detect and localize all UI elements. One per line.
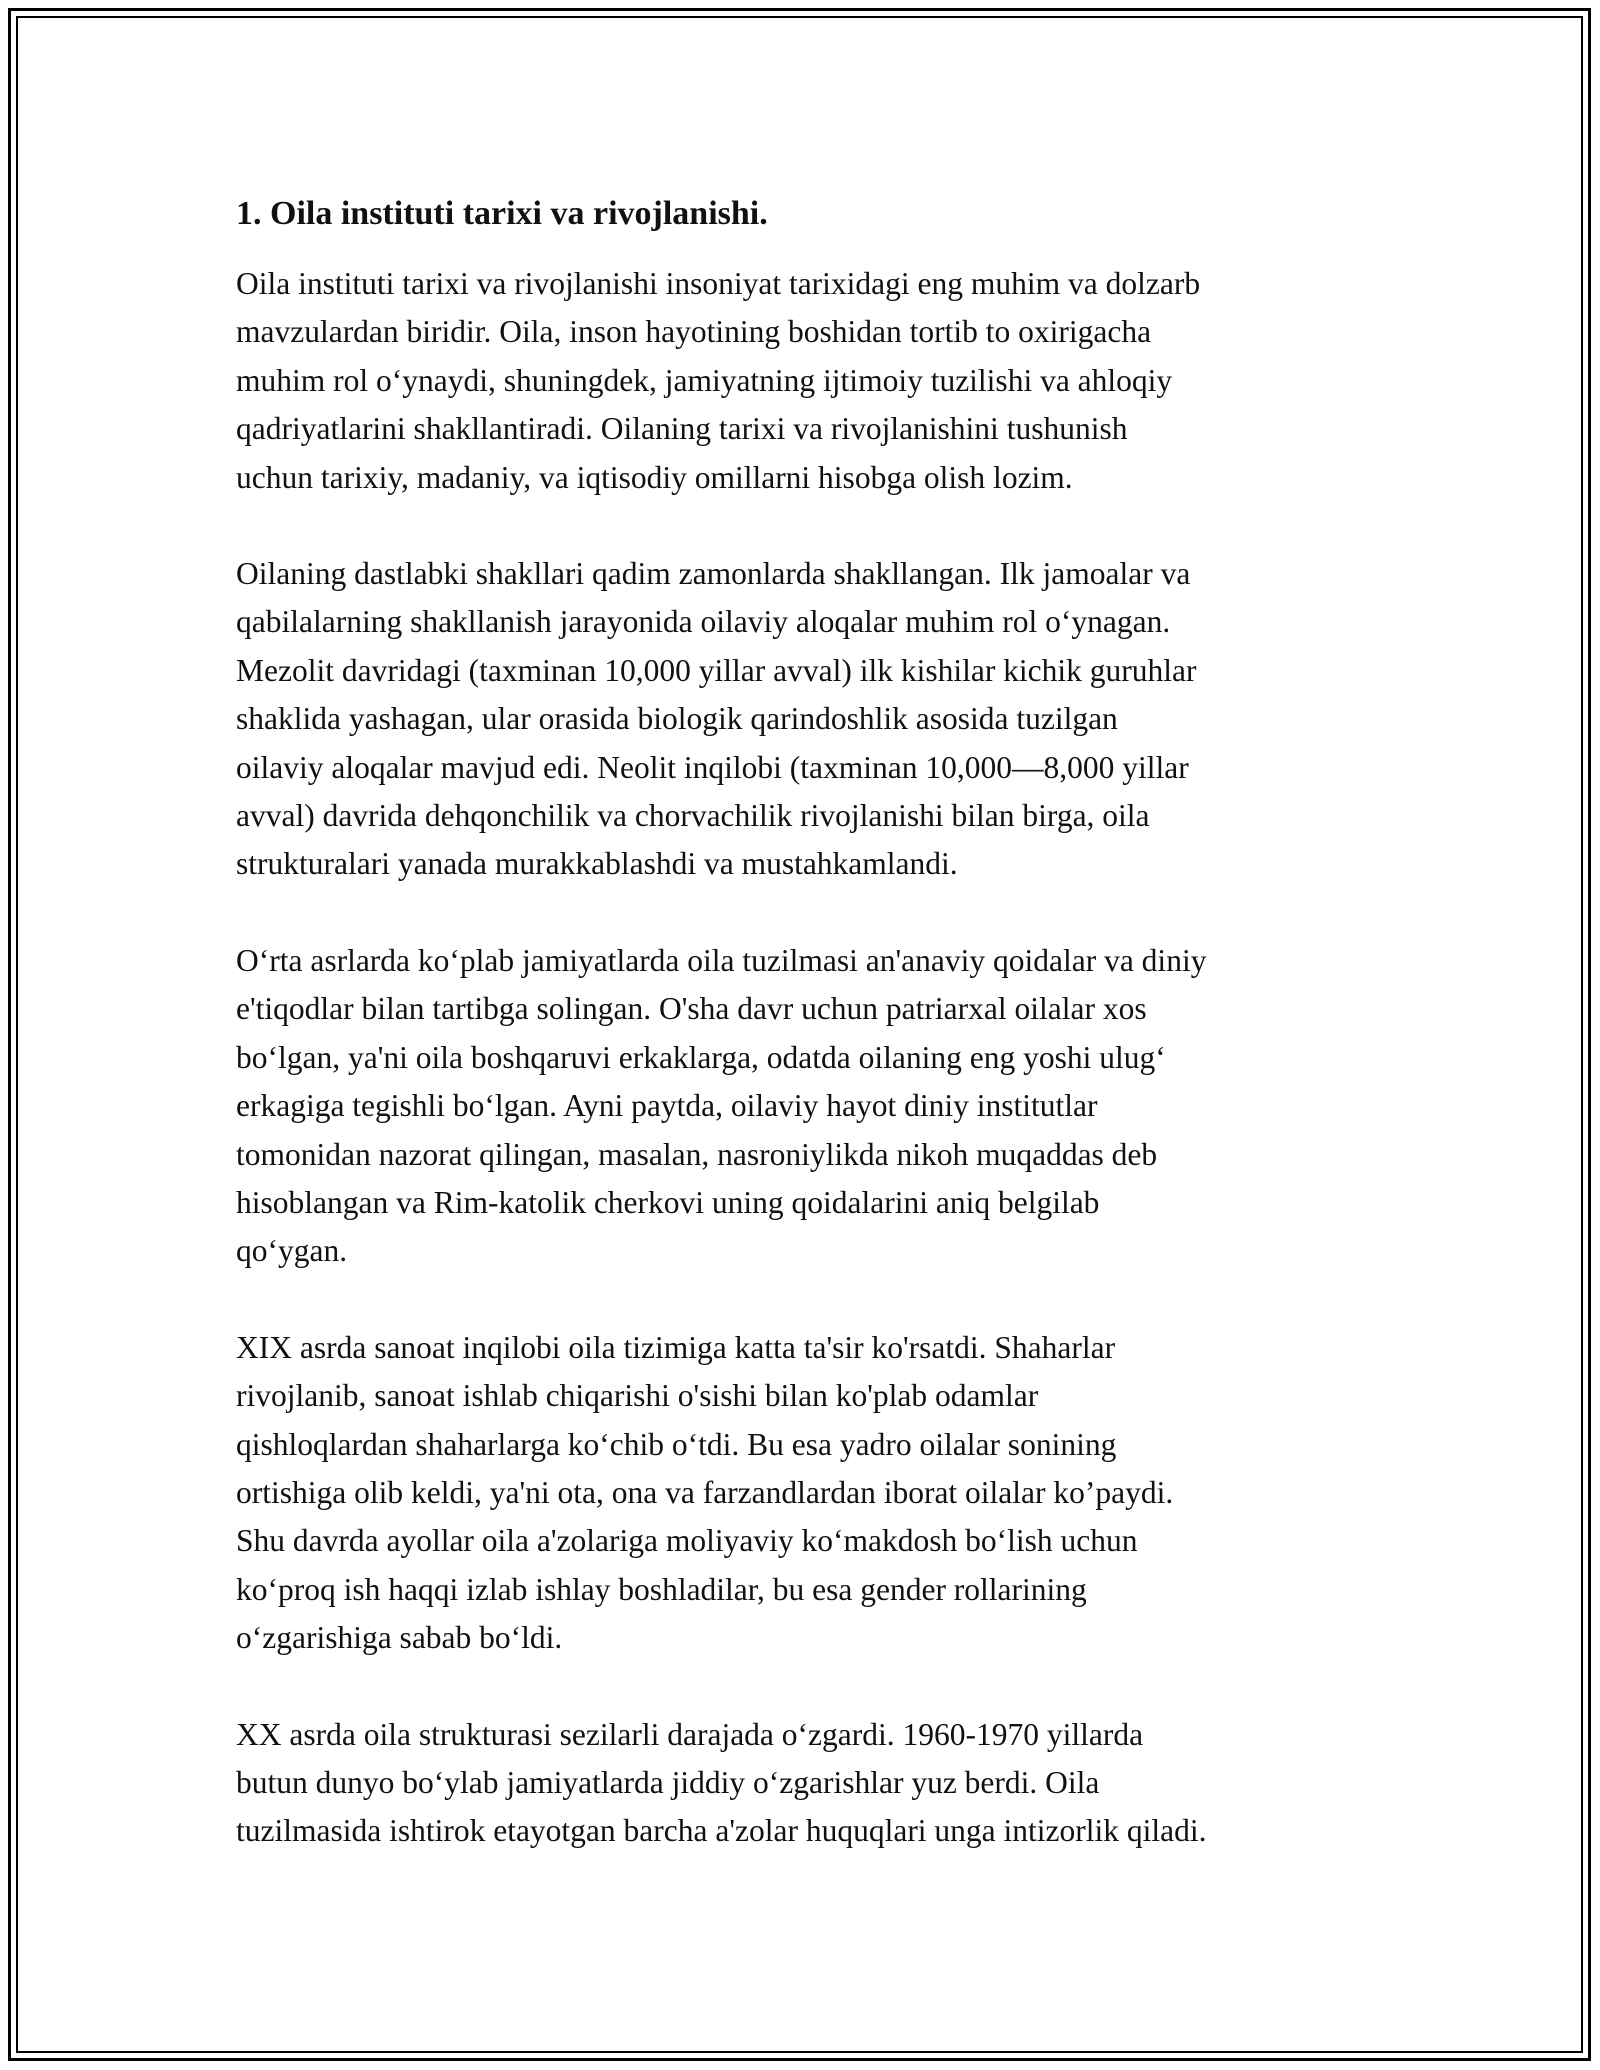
text-line: Oilaning dastlabki shakllari qadim zamonlarda shakllangan. Ilk jamoalar va [236, 556, 1191, 592]
text-line: Mezolit davridagi (taxminan 10,000 yillar avval) ilk kishilar kichik guruhlar [236, 652, 1197, 688]
text-line: bo‘lgan, ya'ni oila boshqaruvi erkaklarga, odatda oilaning eng yoshi ulug‘ [236, 1039, 1166, 1075]
text-line: o‘zgarishiga sabab bo‘ldi. [236, 1620, 563, 1656]
text-line: hisoblangan va Rim-katolik cherkovi uning qoidalarini aniq belgilab [236, 1184, 1100, 1220]
text-line: ortishiga olib keldi, ya'ni ota, ona va farzandlardan iborat oilalar ko’paydi. [236, 1474, 1174, 1510]
document-body [236, 186, 1396, 1904]
text-line: qabilalarning shakllanish jarayonida oilaviy aloqalar muhim rol o‘ynagan. [236, 604, 1171, 640]
text-line: qishloqlardan shaharlarga ko‘chib o‘tdi. Bu esa yadro oilalar sonining [236, 1426, 1117, 1462]
paragraph-4 [236, 1324, 1396, 1663]
text-line: Oila instituti tarixi va rivojlanishi insoniyat tarixidagi eng muhim va dolzarb [236, 266, 1201, 301]
paragraph-5 [236, 1711, 1396, 1856]
text-line: muhim rol o‘ynaydi, shuningdek, jamiyatning ijtimoiy tuzilishi va ahloqiy [236, 362, 1173, 398]
text-line: Shu davrda ayollar oila a'zolariga moliyaviy ko‘makdosh bo‘lish uchun [236, 1523, 1138, 1559]
paragraph-3 [236, 937, 1396, 1276]
text-line: XX asrda oila strukturasi sezilarli darajada o‘zgardi. 1960-1970 yillarda [236, 1716, 1144, 1752]
text-line: qo‘ygan. [236, 1233, 348, 1269]
text-line: rivojlanib, sanoat ishlab chiqarishi o'sishi bilan ko'plab odamlar [236, 1378, 1039, 1414]
text-line: XIX asrda sanoat inqilobi oila tizimiga katta ta'sir ko'rsatdi. Shaharlar [236, 1329, 1116, 1365]
text-line: O‘rta asrlarda ko‘plab jamiyatlarda oila tuzilmasi an'anaviy qoidalar va diniy [236, 942, 1207, 978]
section-heading: 1. Oila instituti tarixi va rivojlanishi. [236, 195, 768, 232]
paragraph-1 [236, 260, 1396, 502]
paragraph-2 [236, 550, 1396, 889]
text-line: oilaviy aloqalar mavjud edi. Neolit inqilobi (taxminan 10,000—8,000 yillar [236, 749, 1189, 785]
text-line: shaklida yashagan, ular orasida biologik qarindoshlik asosida tuzilgan [236, 701, 1118, 737]
text-line: qadriyatlarini shakllantiradi. Oilaning tarixi va rivojlanishini tushunish [236, 411, 1128, 447]
text-line: erkagiga tegishli bo‘lgan. Ayni paytda, oilaviy hayot diniy institutlar [236, 1088, 1098, 1124]
text-line: mavzulardan biridir. Oila, inson hayotining boshidan tortib to oxirigacha [236, 314, 1152, 350]
text-line: uchun tarixiy, madaniy, va iqtisodiy omillarni hisobga olish lozim. [236, 459, 1073, 495]
text-line: ko‘proq ish haqqi izlab ishlay boshladilar, bu esa gender rollarining [236, 1571, 1087, 1607]
text-line: tomonidan nazorat qilingan, masalan, nasroniylikda nikoh muqaddas deb [236, 1136, 1158, 1172]
text-line: e'tiqodlar bilan tartibga solingan. O'sha davr uchun patriarxal oilalar xos [236, 991, 1147, 1027]
text-line: avval) davrida dehqonchilik va chorvachilik rivojlanishi bilan birga, oila [236, 798, 1150, 834]
text-line: strukturalari yanada murakkablashdi va mustahkamlandi. [236, 846, 958, 882]
text-line: tuzilmasida ishtirok etayotgan barcha a'zolar huquqlari unga intizorlik qiladi. [236, 1813, 1207, 1849]
text-line: butun dunyo bo‘ylab jamiyatlarda jiddiy o‘zgarishlar yuz berdi. Oila [236, 1764, 1100, 1800]
